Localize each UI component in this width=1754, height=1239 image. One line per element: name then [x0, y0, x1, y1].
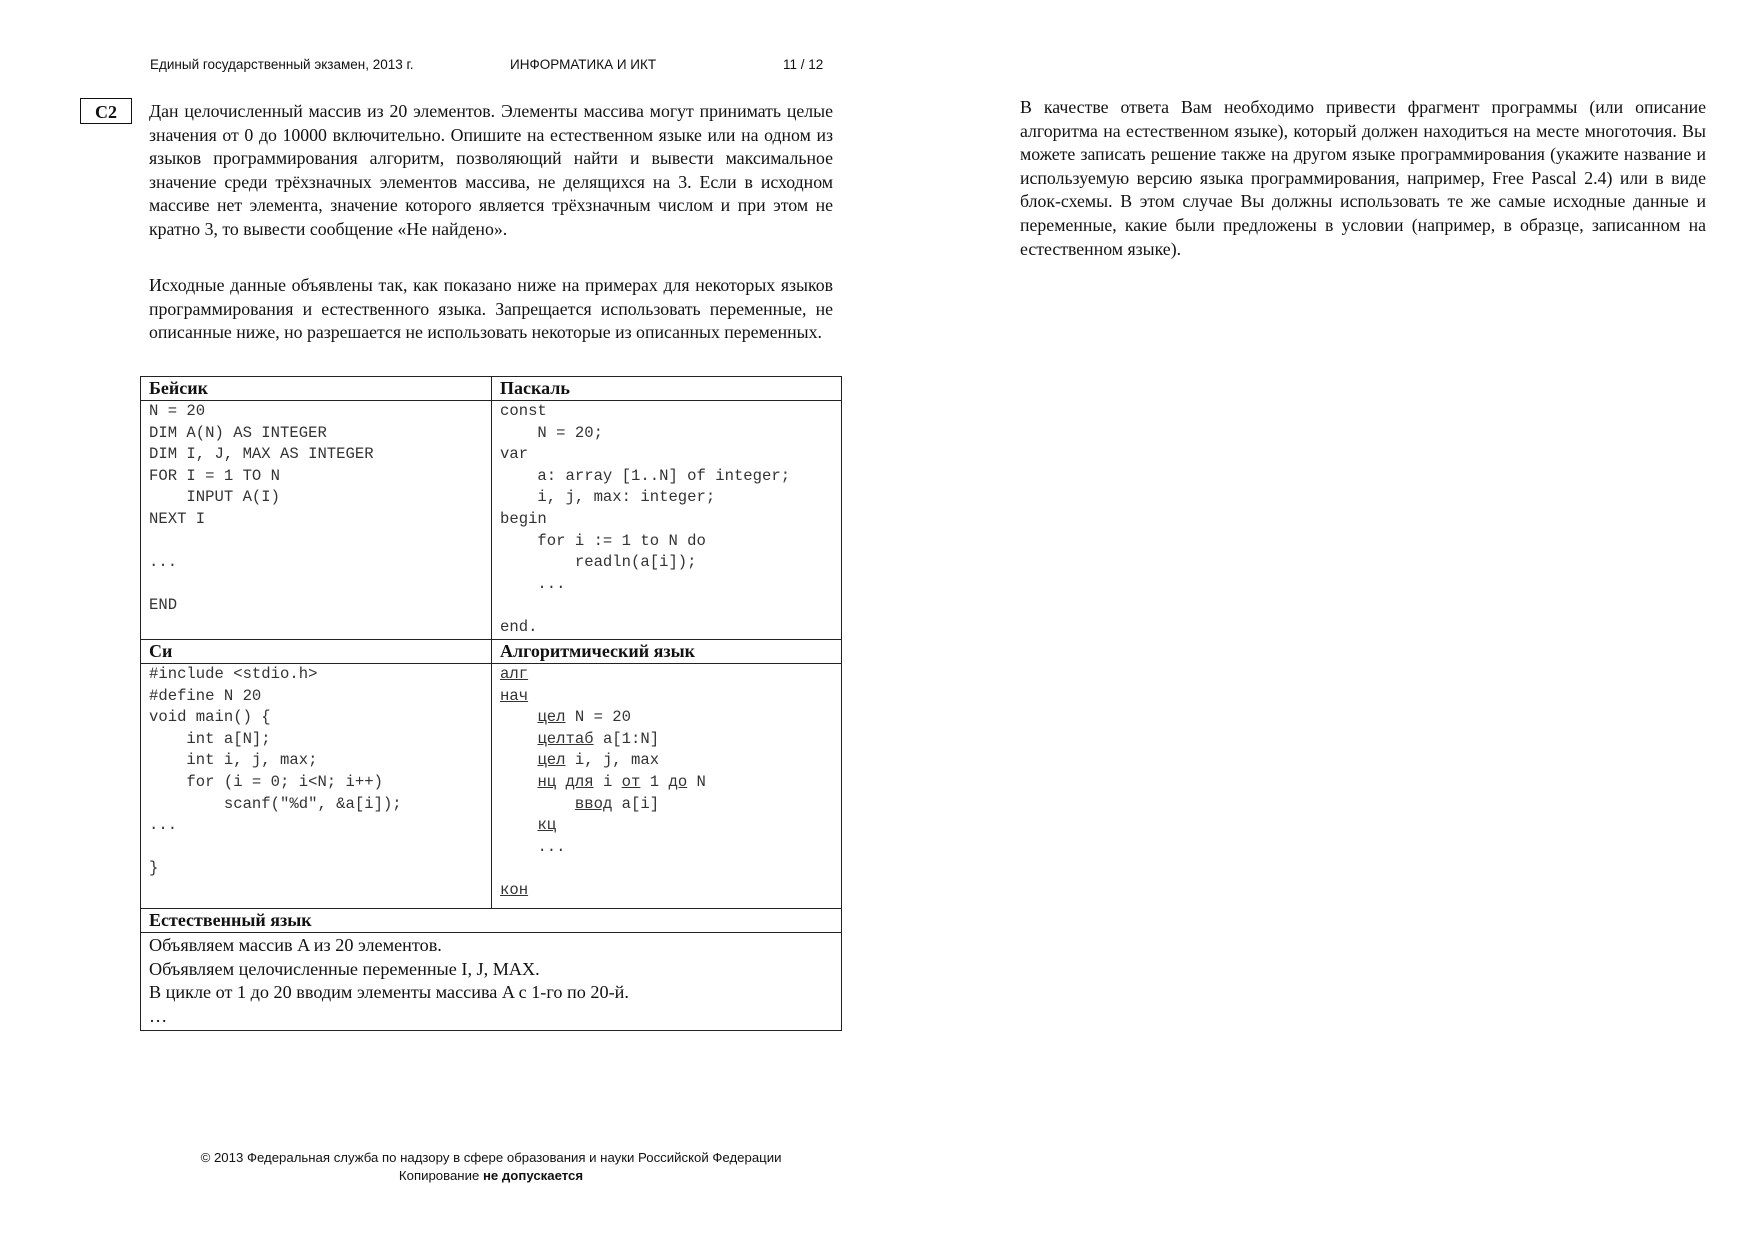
header-subject: ИНФОРМАТИКА И ИКТ: [510, 57, 657, 72]
natural-header: Естественный язык: [149, 910, 312, 930]
algo-vars-decl: i, j, max: [565, 751, 660, 770]
c-code: #include <stdio.h> #define N 20 void main() { int a[N]; int i, j, max; for (i = 0; i<N; i++) scanf("%d", &a[i]); ... }: [149, 665, 402, 878]
pascal-header: Паскаль: [500, 378, 570, 398]
kw-nc: нц: [537, 772, 557, 791]
kw-cel-2: цел: [537, 751, 566, 770]
code-table: [140, 376, 842, 1031]
algo-arr-decl: a[1:N]: [593, 729, 660, 748]
natural-text: [141, 933, 841, 1030]
natural-line-4: …: [149, 1005, 168, 1026]
kw-cel: цел: [537, 708, 566, 727]
algo-header: Алгоритмический язык: [500, 641, 696, 661]
task-paragraph-2: Исходные данные объявлены так, как показано ниже на примерах для некоторых языков программирования и естественного языка. Запрещается использовать переменные, не описанные ниже, но разрешается не использовать некоторые из описанных переменных.: [149, 275, 833, 343]
kw-alg: алг: [500, 665, 529, 683]
kw-vvod: ввод: [574, 794, 613, 813]
kw-nach: нач: [500, 686, 529, 705]
algo-ai: a[i]: [612, 794, 660, 813]
kw-kon: кон: [500, 880, 529, 899]
header-page: 11 / 12: [783, 57, 824, 72]
algo-dots: ...: [537, 837, 566, 856]
kw-dlya: для: [565, 772, 594, 791]
kw-ot: от: [621, 772, 641, 791]
task-paragraph-1: Дан целочисленный массив из 20 элементов. Элементы массива могут принимать целые значения от 0 до 10000 включительно. Опишите на естественном языке или на одном из языков программирования алгоритм, позволяющий найти и вывести максимальное значение среди трёхзначных элементов массива, не делящихся на 3. Если в исходном массиве нет элемента, значение которого является трёхзначным числом и при этом не кратно 3, то вывести сообщение «Не найдено».: [149, 101, 833, 239]
footer-copy-notice: [165, 1168, 817, 1183]
kw-kc: кц: [537, 816, 557, 835]
algo-one: 1: [640, 772, 669, 791]
footer-copy-prefix: Копирование: [398, 1168, 483, 1183]
natural-line-1: Объявляем массив A из 20 элементов.: [149, 935, 442, 955]
algo-code: [492, 664, 841, 902]
footer-copy-bold: не допускается: [482, 1168, 584, 1183]
algo-i-var: i: [593, 772, 622, 791]
kw-celtab: целтаб: [537, 729, 594, 748]
pascal-code: const N = 20; var a: array [1..N] of integer; i, j, max: integer; begin for i := 1 to N do readln(a[i]); ... end.: [500, 402, 791, 636]
basic-header: Бейсик: [141, 377, 492, 400]
header-exam: Единый государственный экзамен, 2013 г.: [150, 57, 414, 72]
footer-copyright: © 2013 Федеральная служба по надзору в сфере образования и науки Российской Федерации: [200, 1150, 782, 1165]
algo-n-decl: N = 20: [565, 708, 632, 727]
basic-code: N = 20 DIM A(N) AS INTEGER DIM I, J, MAX AS INTEGER FOR I = 1 TO N INPUT A(I) NEXT I ... END: [149, 402, 374, 615]
c-header: Си: [141, 640, 492, 663]
natural-line-3: В цикле от 1 до 20 вводим элементы массива A с 1-го по 20-й.: [149, 982, 629, 1002]
answer-instructions: В качестве ответа Вам необходимо привести фрагмент программы (или описание алгоритма на естественном языке), который должен находиться на месте многоточия. Вы можете записать решение также на другом языке программирования (укажите название и используемую версию языка программирования, например, Free Pascal 2.4) или в виде блок-схемы. В этом случае Вы должны использовать те же самые исходные данные и переменные, какие были предложены в условии (например, в образце, записанном на естественном языке).: [1020, 97, 1706, 259]
natural-line-2: Объявляем целочисленные переменные I, J, MAX.: [149, 958, 540, 979]
algo-n-end: N: [687, 772, 706, 791]
kw-do: до: [668, 772, 688, 791]
task-number: C2: [80, 98, 132, 124]
